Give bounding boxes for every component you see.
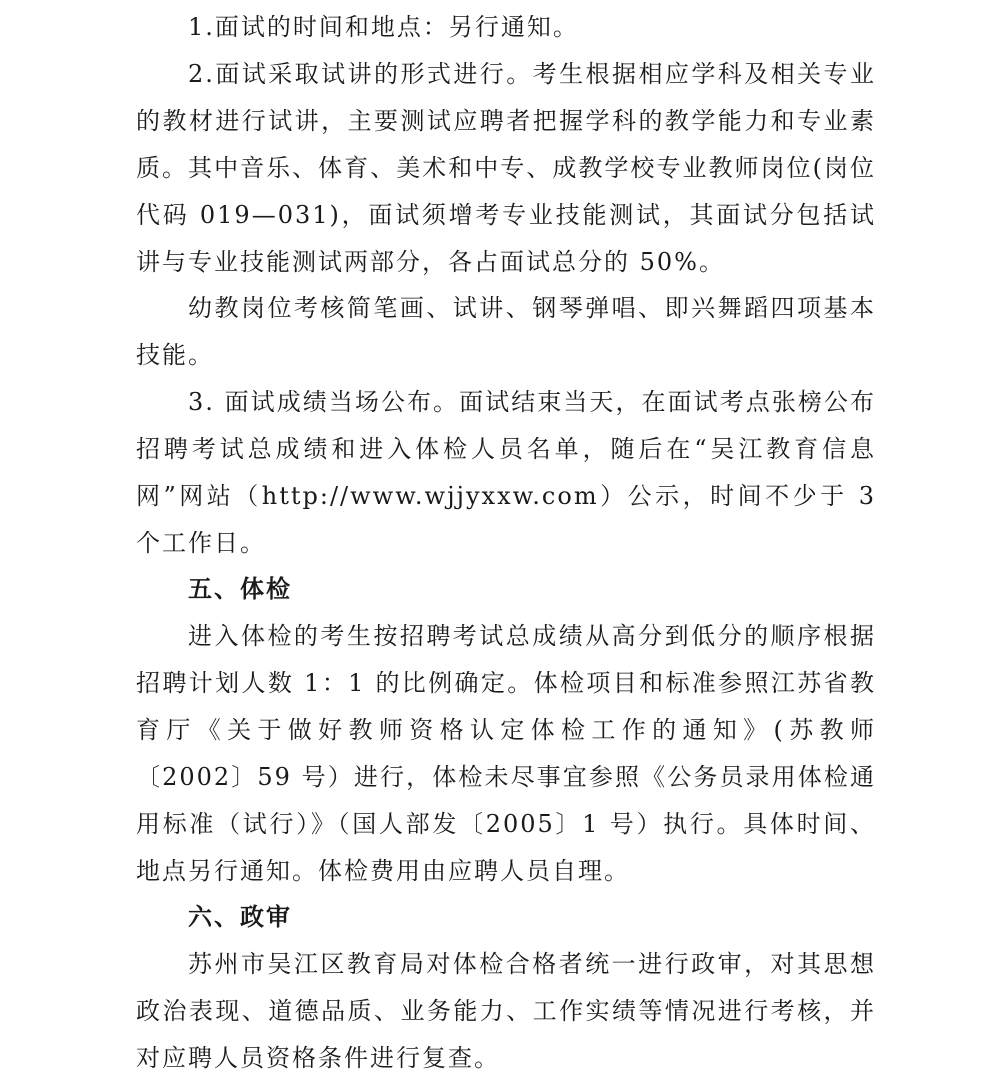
- heading-political-review: 六、政审: [188, 903, 292, 931]
- paragraph-physical-exam: 进入体检的考生按招聘考试总成绩从高分到低分的顺序根据招聘计划人数 1：1 的比例确定。体检项目和标准参照江苏省教育厅《关于做好教师资格认定体检工作的通知》(苏教师〔2002〕59 号）进行，体检未尽事宜参照《公务员录用体检通用标准（试行）》（国人部发〔2005〕1 号）执行。具体时间、地点另行通知。体检费用由应聘人员自理。: [136, 622, 876, 885]
- paragraph-interview-format: 2.面试采取试讲的形式进行。考生根据相应学科及相关专业的教材进行试讲，主要测试应聘者把握学科的教学能力和专业素质。其中音乐、体育、美术和中专、成教学校专业教师岗位(岗位代码 019—031)，面试须增考专业技能测试，其面试分包括试讲与专业技能测试两部分，各占面试总分的 50%。: [136, 60, 876, 276]
- paragraph-interview-results: 3. 面试成绩当场公布。面试结束当天，在面试考点张榜公布招聘考试总成绩和进入体检人员名单，随后在“吴江教育信息网”网站（http://www.wjjyxxw.com）公示，时间不少于 3 个工作日。: [136, 388, 876, 557]
- heading-physical-exam: 五、体检: [188, 575, 292, 603]
- paragraph-preschool-skills: 幼教岗位考核简笔画、试讲、钢琴弹唱、即兴舞蹈四项基本技能。: [136, 294, 876, 369]
- paragraph-political-review: 苏州市吴江区教育局对体检合格者统一进行政审，对其思想政治表现、道德品质、业务能力、工作实绩等情况进行考核，并对应聘人员资格条件进行复查。: [136, 950, 876, 1072]
- paragraph-interview-time: 1.面试的时间和地点：另行通知。: [188, 13, 579, 41]
